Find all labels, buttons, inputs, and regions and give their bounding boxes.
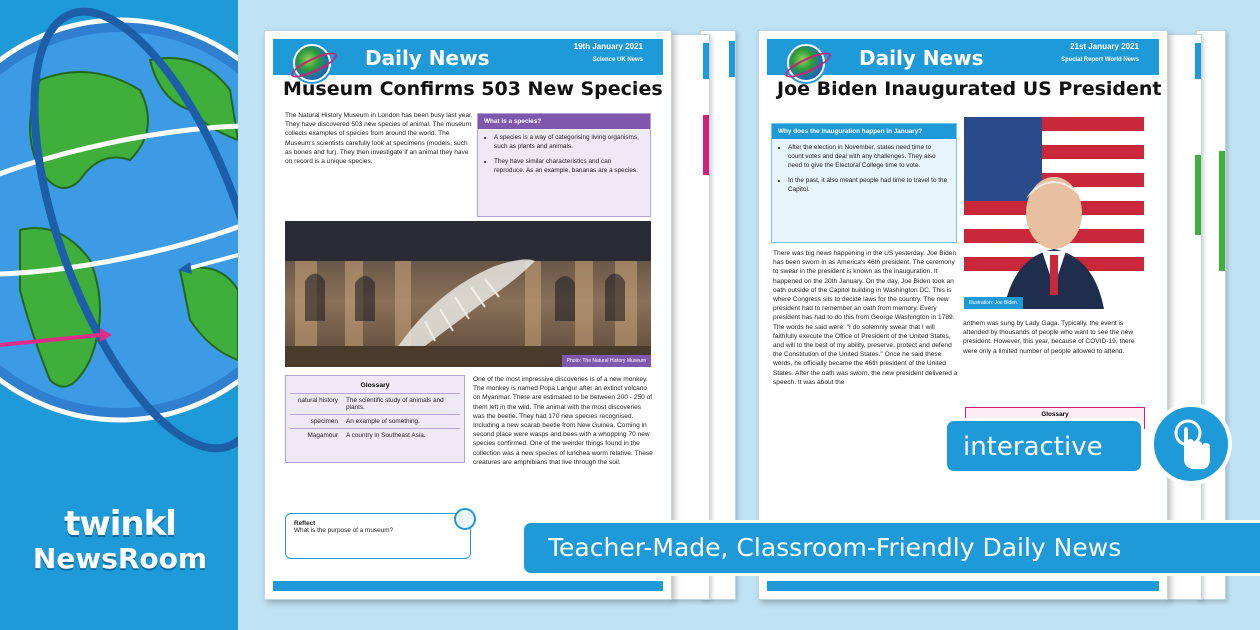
lightbulb-icon bbox=[454, 508, 476, 530]
body-text: There was big news happening in the US yesterday. Joe Biden has been sworn in as America's 46th president. The ceremony to swear in the president is known as the inauguration. It happened on the 20th January. On the day, Joe Biden took an oath outside of the Capitol building in Washington DC. This is where Congress sits to decide laws for the country. The new president had to remember an oath from memory. Every president has had to do this from George Washington in 1789. The words he said were: "I do solemnly swear that I will faithfully execute the Office of President of the United States, and will to the best of my ability, preserve, protect and defend the Constitution of the United States." Once he said these words, he officially became the 46th president of the United States. After the oath was sworn, the new president delivered a speech. It was about the bbox=[773, 250, 958, 386]
whale-skeleton-image bbox=[285, 221, 651, 367]
newsroom-globe-icon bbox=[293, 44, 331, 82]
info-box-item: • In the past, it also meant people had time to travel to the Capitol. bbox=[788, 176, 948, 194]
page-footer bbox=[767, 581, 1159, 591]
glossary-row: specimen An example of something. bbox=[290, 415, 460, 429]
interactive-label: interactive bbox=[963, 432, 1103, 462]
page-header bbox=[767, 39, 1159, 75]
body-text: One of the most impressive discoveries is of a new monkey. The monkey is named Popa Langur after an extinct volcano on Myanmar. There are estimated to be between 200 - 250 of them left in the wild. The animal with the most discoveries was the beetle. They had 170 new species recognised. Including a new scarab beetle from New Guinea. Coming in second place were wasps and bees with a whopping 70 new species confirmed. One of the weirder things found in the collection was a new species of lunchea worm relative. These creatures are amphibians that live through the soil. bbox=[473, 376, 653, 466]
glossary-row: Magamour A country in Southeast Asia. bbox=[290, 429, 460, 443]
interactive-badge bbox=[944, 418, 1144, 474]
body-text-right: anthem was sung by Lady Gaga. Typically, the event is attended by thousands of people who want to see the new president. However, this year, because of COVID-19, there were only a limited number of people allowed to attend. bbox=[963, 320, 1135, 355]
glossary-title: Glossary bbox=[1041, 411, 1069, 418]
inauguration-info-box bbox=[771, 123, 957, 243]
reflect-question: What is the purpose of a museum? bbox=[294, 527, 394, 534]
stacked-page bbox=[670, 34, 710, 600]
info-box-item: • After the election in November, states need time to count votes and deal with any challenges. They also need to give the Electoral College time to vote. bbox=[788, 143, 948, 170]
newspaper-page-museum[interactable] bbox=[264, 30, 672, 600]
glossary-table bbox=[290, 393, 460, 442]
brand-newsroom: NewsRoom bbox=[32, 542, 208, 575]
issue-date: 19th January 2021 bbox=[573, 42, 643, 51]
globe-illustration bbox=[0, 0, 238, 500]
headline: Museum Confirms 503 New Species bbox=[283, 78, 663, 100]
info-box-item: • They have similar characteristics and can reproduce. As an example, bananas are a species. bbox=[494, 157, 642, 175]
reflect-box bbox=[285, 513, 471, 559]
section-tags: Science UK News bbox=[592, 57, 643, 63]
photo-caption: Illustration: Joe Biden. bbox=[964, 297, 1023, 309]
newsroom-globe-icon bbox=[787, 44, 825, 82]
newspaper-page-biden[interactable] bbox=[758, 30, 1168, 600]
reflect-title: Reflect bbox=[294, 520, 316, 527]
masthead-title: Daily News bbox=[859, 46, 984, 70]
page-footer bbox=[273, 581, 663, 591]
museum-photo bbox=[285, 221, 651, 367]
twinkl-newsroom-logo bbox=[22, 505, 218, 575]
stacked-page bbox=[1166, 34, 1202, 600]
masthead-title: Daily News bbox=[365, 46, 490, 70]
species-info-box bbox=[477, 113, 651, 217]
page-header bbox=[273, 39, 663, 75]
headline: Joe Biden Inaugurated US President bbox=[777, 78, 1162, 100]
info-box-title: Why does the inauguration happen in January? bbox=[772, 124, 956, 139]
glossary-title: Glossary bbox=[360, 382, 390, 389]
left-panel bbox=[0, 0, 238, 630]
intro-text: The Natural History Museum in London has been busy last year. They have discovered 503 new species of animal. The museum collects examples of species from around the world. The Museum's scientists carefully look at specimens (models, such as bones and fur). They then investigate if an animal they have on record is a unique species. bbox=[285, 112, 473, 166]
info-box-title: What is a species? bbox=[478, 114, 650, 129]
glossary-row: natural history The scientific study of animals and plants. bbox=[290, 394, 460, 415]
promo-banner bbox=[521, 520, 1260, 576]
brand-twinkl: twinkl bbox=[64, 504, 176, 544]
banner-label: Teacher-Made, Classroom-Friendly Daily News bbox=[548, 533, 1122, 562]
photo-caption: Photo: The Natural History Museum bbox=[562, 355, 651, 367]
biden-illustration bbox=[964, 117, 1144, 309]
touch-hand-icon bbox=[1150, 403, 1232, 485]
flag-portrait-image bbox=[964, 117, 1144, 309]
glossary-box bbox=[285, 375, 465, 463]
section-tags: Special Report World News bbox=[1061, 57, 1139, 63]
info-box-item: • A species is a way of categorising living organisms, such as plants and animals. bbox=[494, 133, 642, 151]
issue-date: 21st January 2021 bbox=[1070, 42, 1139, 51]
